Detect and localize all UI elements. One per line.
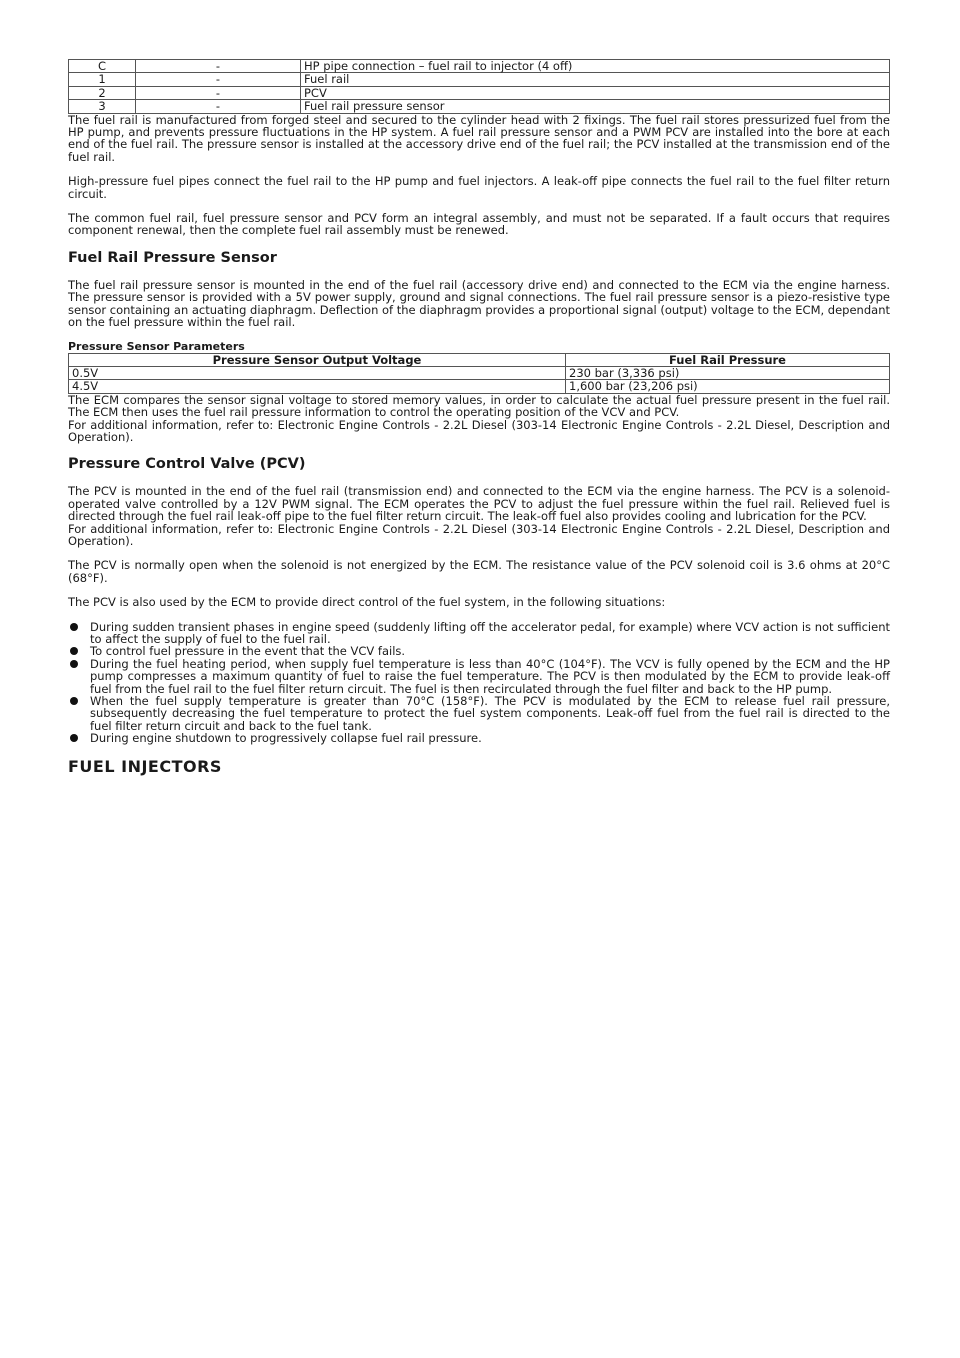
pcv-situations-list <box>68 621 890 745</box>
fuel-rail-pressure-sensor-heading: Fuel Rail Pressure Sensor <box>68 249 277 266</box>
pcv-normally-open-paragraph: The PCV is normally open when the solenoid is not energized by the ECM. The resistance value of the PCV solenoid coil is 3.6 ohms at 20°C (68°F). <box>68 558 890 585</box>
bullet-icon <box>70 623 78 631</box>
fuel-rail-description: The fuel rail is manufactured from forged steel and secured to the cylinder head with 2 fixings. The fuel rail stores pressurized fuel from the HP pump, and prevents pressure fluctuations in the HP system. A fuel rail pressure sensor and a PWM PCV are installed into the bore at each end of the fuel rail. The pressure sensor is installed at the accessory drive end of the fuel rail; the PCV installed at the transmission end of the fuel rail. <box>68 112 890 164</box>
list-item-text: During sudden transient phases in engine speed (suddenly lifting off the accelerator pedal, for example) where VCV action is not sufficient to affect the supply of fuel to the fuel rail. <box>90 619 890 646</box>
pcv-situations-intro: The PCV is also used by the ECM to provide direct control of the fuel system, in the following situations: <box>68 595 666 610</box>
list-item-text: During the fuel heating period, when supply fuel temperature is less than 40°C (104°F). The VCV is fully opened by the ECM and the HP pump compresses a maximum quantity of fuel to raise the fuel temperature. The PCV is then modulated by the ECM to provide leak-off fuel from the fuel rail to the fuel filter return circuit. The fuel is then recirculated through the fuel filter and back to the HP pump. <box>90 656 890 696</box>
table-row <box>69 73 890 86</box>
integral-assembly-paragraph: The common fuel rail, fuel pressure sensor and PCV form an integral assembly, and must not be separated. If a fault occurs that requires component renewal, then the complete fuel rail assembly must be renewed. <box>68 211 890 238</box>
fuel-injectors-heading: FUEL INJECTORS <box>68 756 222 776</box>
bullet-icon <box>70 660 78 668</box>
item-id: 1 <box>69 73 136 86</box>
component-key-table-body <box>69 60 890 114</box>
ecm-compares-paragraph: The ECM compares the sensor signal voltage to stored memory values, in order to calculate the actual fuel pressure present in the fuel rail. The ECM then uses the fuel rail pressure information to control the operating position of the VCV and PCV. <box>68 392 890 420</box>
pcv-description: The PCV is mounted in the end of the fuel rail (transmission end) and connected to the ECM via the engine harness. The PCV is a solenoid-operated valve controlled by a 12V PWM signal. The ECM operates the PCV to adjust the fuel pressure within the fuel rail. Relieved fuel is directed through the fuel rail leak-off pipe to the fuel filter return circuit. The leak-off fuel also provides cooling and lubrication for the PCV. <box>68 484 890 524</box>
pressure-sensor-parameters-title: Pressure Sensor Parameters <box>68 339 245 353</box>
component-key-table <box>68 59 890 114</box>
pressure-control-valve-heading: Pressure Control Valve (PCV) <box>68 456 306 473</box>
item-separator: - <box>136 60 301 73</box>
list-item <box>90 732 890 744</box>
table-header-row <box>69 353 890 366</box>
bullet-icon <box>70 734 78 742</box>
column-header-voltage: Pressure Sensor Output Voltage <box>69 353 566 366</box>
pcv-additional-info-reference[interactable]: For additional information, refer to: Electronic Engine Controls - 2.2L Diesel (303-14 Electronic Engine Controls - 2.2L Diesel, Description and Operation). <box>68 521 890 548</box>
bullet-icon <box>70 647 78 655</box>
item-description: Fuel rail <box>301 73 890 86</box>
item-description: PCV <box>301 86 890 99</box>
bullet-icon <box>70 697 78 705</box>
document-page <box>68 59 890 777</box>
item-separator: - <box>136 100 301 113</box>
pressure-sensor-description: The fuel rail pressure sensor is mounted in the end of the fuel rail (accessory drive end) and connected to the ECM via the engine harness. The pressure sensor is provided with a 5V power supply, ground and signal connections. The fuel rail pressure sensor is a piezo-resistive type sensor containing an actuating diaphragm. Deflection of the diaphragm provides a proportional signal (output) voltage to the ECM, dependant on the fuel pressure within the fuel rail. <box>68 277 890 330</box>
table-cell: 4.5V <box>69 380 566 393</box>
table-row <box>69 60 890 73</box>
table-row <box>69 380 890 393</box>
list-item-text: To control fuel pressure in the event that the VCV fails. <box>90 644 406 659</box>
item-separator: - <box>136 73 301 86</box>
sensor-additional-info-reference[interactable]: For additional information, refer to: Electronic Engine Controls - 2.2L Diesel (303-14 Electronic Engine Controls - 2.2L Diesel, Description and Operation). <box>68 417 890 444</box>
list-item <box>90 658 890 695</box>
pressure-sensor-parameters-table <box>68 353 890 394</box>
item-id: C <box>69 60 136 73</box>
item-id: 3 <box>69 100 136 113</box>
item-id: 2 <box>69 86 136 99</box>
table-row <box>69 100 890 113</box>
table-cell: 0.5V <box>69 366 566 379</box>
high-pressure-pipes-paragraph: High-pressure fuel pipes connect the fuel rail to the HP pump and fuel injectors. A leak-off pipe connects the fuel rail to the fuel filter return circuit. <box>68 174 890 201</box>
item-description: HP pipe connection – fuel rail to injector (4 off) <box>301 60 890 73</box>
table-cell: 1,600 bar (23,206 psi) <box>566 380 890 393</box>
item-separator: - <box>136 86 301 99</box>
list-item-text: When the fuel supply temperature is greater than 70°C (158°F). The PCV is modulated by the ECM to release fuel rail pressure, subsequently decreasing the fuel temperature to protect the fuel system components. Leak-off fuel from the fuel rail is directed to the fuel filter return circuit and back to the fuel tank. <box>90 694 890 733</box>
table-cell: 230 bar (3,336 psi) <box>566 366 890 379</box>
column-header-pressure: Fuel Rail Pressure <box>566 353 890 366</box>
list-item <box>90 621 890 646</box>
list-item-text: During engine shutdown to progressively collapse fuel rail pressure. <box>90 731 482 746</box>
table-row <box>69 366 890 379</box>
list-item <box>90 695 890 732</box>
table-row <box>69 86 890 99</box>
item-description: Fuel rail pressure sensor <box>301 100 890 113</box>
